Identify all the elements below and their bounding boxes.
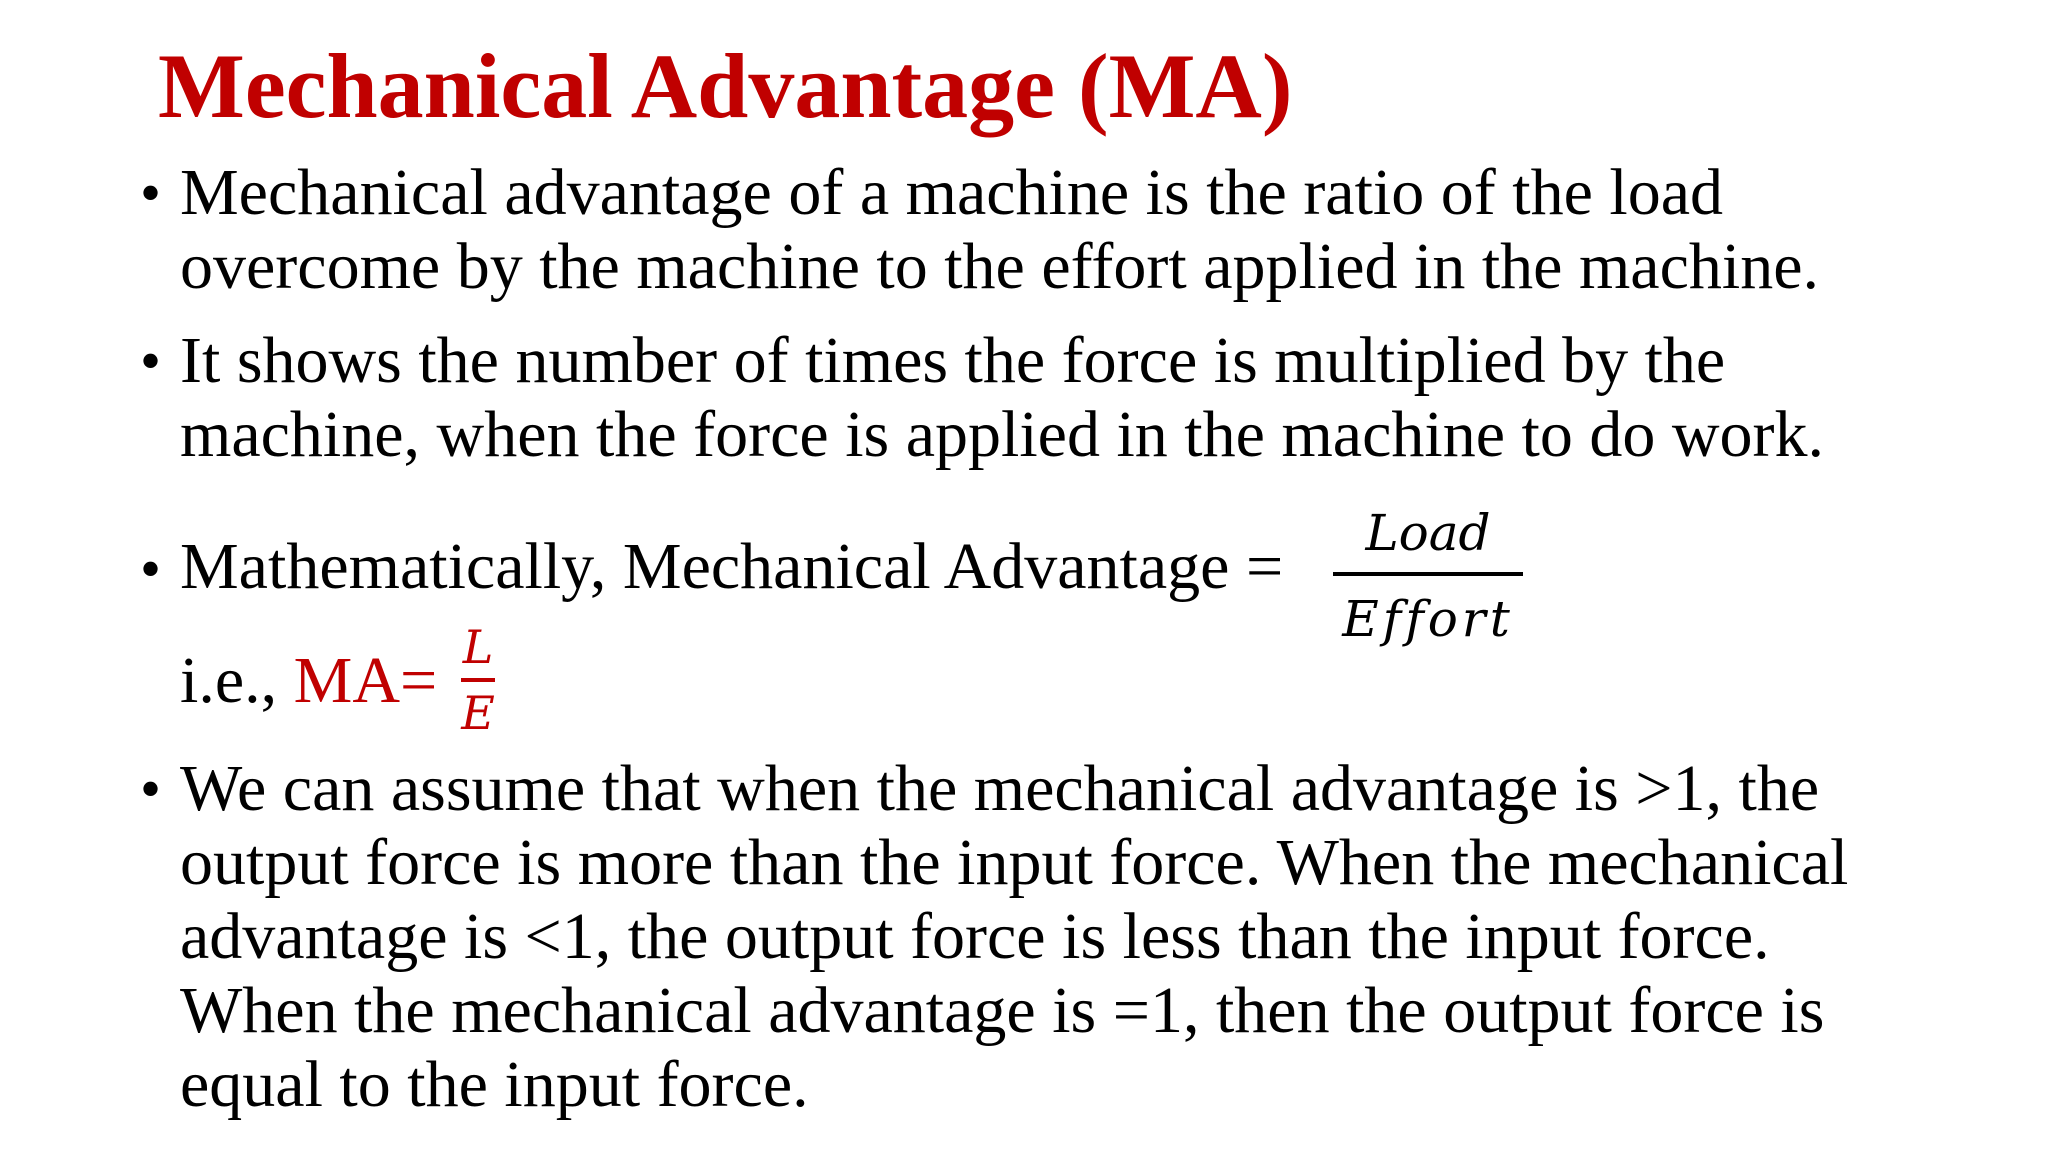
text-line: It shows the number of times the force is multiplied by the (180, 324, 1726, 397)
slide-title: Mechanical Advantage (MA) (158, 35, 1293, 137)
text-line: When the mechanical advantage is =1, then the output force is (180, 974, 1825, 1047)
text-line: equal to the input force. (180, 1048, 809, 1121)
fraction-numerator: L (462, 620, 494, 674)
l-e-fraction (456, 622, 500, 738)
text-line: output force is more than the input force. When the mechanical (180, 826, 1849, 899)
fraction-denominator: E (461, 686, 495, 740)
text-line: advantage is <1, the output force is less than the input force. (180, 900, 1770, 973)
bullet-ma-interpretation-text (180, 752, 1848, 1122)
text-line: machine, when the force is applied in the machine to do work. (180, 398, 1824, 471)
fraction-denominator: Effort (1342, 590, 1514, 648)
text-line: Mechanical advantage of a machine is the ratio of the load (180, 156, 1724, 229)
bullet-force-multiplier-text (180, 324, 1824, 472)
bullet-marker: • (140, 536, 162, 602)
bullet-marker: • (140, 756, 162, 822)
fraction-bar (1333, 572, 1523, 576)
text-line: overcome by the machine to the effort applied in the machine. (180, 230, 1820, 303)
fraction-numerator: Load (1365, 504, 1491, 562)
ma-label: MA= (293, 644, 438, 717)
bullet-marker: • (140, 328, 162, 394)
load-effort-fraction (1328, 500, 1528, 652)
bullet-marker: • (140, 160, 162, 226)
ma-shorthand-text (180, 644, 437, 718)
ie-prefix: i.e., (180, 644, 294, 717)
text-line: We can assume that when the mechanical advantage is >1, the (180, 752, 1820, 825)
fraction-bar (461, 678, 495, 682)
bullet-definition-text (180, 156, 1819, 304)
formula-lhs: Mathematically, Mechanical Advantage = (180, 530, 1284, 603)
